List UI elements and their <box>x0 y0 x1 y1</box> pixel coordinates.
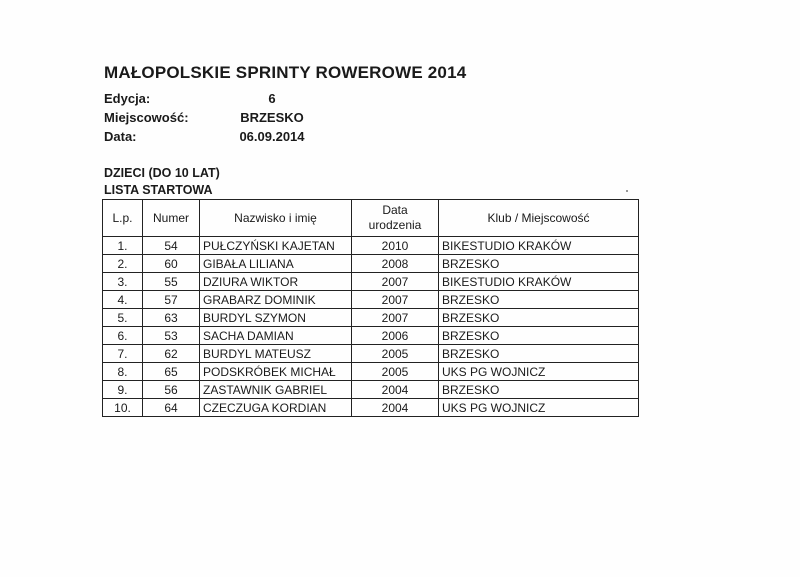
cell-number: 63 <box>143 309 200 327</box>
cell-club: BRZESKO <box>439 381 639 399</box>
cell-birth-year: 2007 <box>352 273 439 291</box>
cell-club: BRZESKO <box>439 309 639 327</box>
cell-birth-year: 2010 <box>352 237 439 255</box>
cell-club: BRZESKO <box>439 345 639 363</box>
table-row <box>103 237 639 255</box>
header-birth-date <box>352 200 439 237</box>
header-birth-date-line1: Data <box>382 203 408 217</box>
cell-lp: 3. <box>103 273 143 291</box>
table-row <box>103 381 639 399</box>
date-value: 06.09.2014 <box>239 129 305 144</box>
edition-label: Edycja: <box>104 91 151 106</box>
cell-lp: 9. <box>103 381 143 399</box>
table-row <box>103 327 639 345</box>
cell-birth-year: 2005 <box>352 345 439 363</box>
cell-name: GRABARZ DOMINIK <box>200 291 352 309</box>
table-row <box>103 255 639 273</box>
cell-club: BIKESTUDIO KRAKÓW <box>439 237 639 255</box>
cell-club: BIKESTUDIO KRAKÓW <box>439 273 639 291</box>
table-row <box>103 309 639 327</box>
cell-name: BURDYL MATEUSZ <box>200 345 352 363</box>
cell-birth-year: 2008 <box>352 255 439 273</box>
table-row <box>103 345 639 363</box>
cell-number: 62 <box>143 345 200 363</box>
cell-number: 53 <box>143 327 200 345</box>
cell-club: UKS PG WOJNICZ <box>439 399 639 417</box>
start-list-heading: LISTA STARTOWA <box>104 183 213 197</box>
cell-lp: 10. <box>103 399 143 417</box>
table-header-row <box>103 200 639 237</box>
cell-name: ZASTAWNIK GABRIEL <box>200 381 352 399</box>
cell-birth-year: 2004 <box>352 399 439 417</box>
cell-name: PUŁCZYŃSKI KAJETAN <box>200 237 352 255</box>
cell-lp: 2. <box>103 255 143 273</box>
table-row <box>103 363 639 381</box>
cell-number: 64 <box>143 399 200 417</box>
cell-birth-year: 2005 <box>352 363 439 381</box>
cell-club: UKS PG WOJNICZ <box>439 363 639 381</box>
cell-birth-year: 2004 <box>352 381 439 399</box>
cell-birth-year: 2007 <box>352 291 439 309</box>
date-label: Data: <box>104 129 137 144</box>
cell-name: GIBAŁA LILIANA <box>200 255 352 273</box>
document-title: MAŁOPOLSKIE SPRINTY ROWEROWE 2014 <box>104 63 467 82</box>
cell-name: SACHA DAMIAN <box>200 327 352 345</box>
cell-club: BRZESKO <box>439 291 639 309</box>
cell-number: 57 <box>143 291 200 309</box>
cell-lp: 1. <box>103 237 143 255</box>
cell-club: BRZESKO <box>439 327 639 345</box>
start-list-table <box>102 199 639 417</box>
header-lp: L.p. <box>103 200 143 237</box>
cell-number: 60 <box>143 255 200 273</box>
cell-name: DZIURA WIKTOR <box>200 273 352 291</box>
cell-number: 54 <box>143 237 200 255</box>
category-heading: DZIECI (DO 10 LAT) <box>104 166 220 180</box>
cell-number: 65 <box>143 363 200 381</box>
location-value: BRZESKO <box>240 110 304 125</box>
cell-name: CZECZUGA KORDIAN <box>200 399 352 417</box>
cell-birth-year: 2007 <box>352 309 439 327</box>
table-row <box>103 399 639 417</box>
scan-mark <box>626 190 628 192</box>
location-label: Miejscowość: <box>104 110 189 125</box>
cell-lp: 4. <box>103 291 143 309</box>
cell-name: PODSKRÓBEK MICHAŁ <box>200 363 352 381</box>
header-birth-date-line2: urodzenia <box>368 218 422 232</box>
header-name: Nazwisko i imię <box>200 200 352 237</box>
cell-lp: 7. <box>103 345 143 363</box>
edition-value: 6 <box>268 91 276 106</box>
table-row <box>103 273 639 291</box>
cell-name: BURDYL SZYMON <box>200 309 352 327</box>
cell-birth-year: 2006 <box>352 327 439 345</box>
cell-number: 55 <box>143 273 200 291</box>
table-row <box>103 291 639 309</box>
cell-lp: 5. <box>103 309 143 327</box>
cell-number: 56 <box>143 381 200 399</box>
header-number: Numer <box>143 200 200 237</box>
cell-lp: 6. <box>103 327 143 345</box>
header-club: Klub / Miejscowość <box>439 200 639 237</box>
cell-club: BRZESKO <box>439 255 639 273</box>
cell-lp: 8. <box>103 363 143 381</box>
